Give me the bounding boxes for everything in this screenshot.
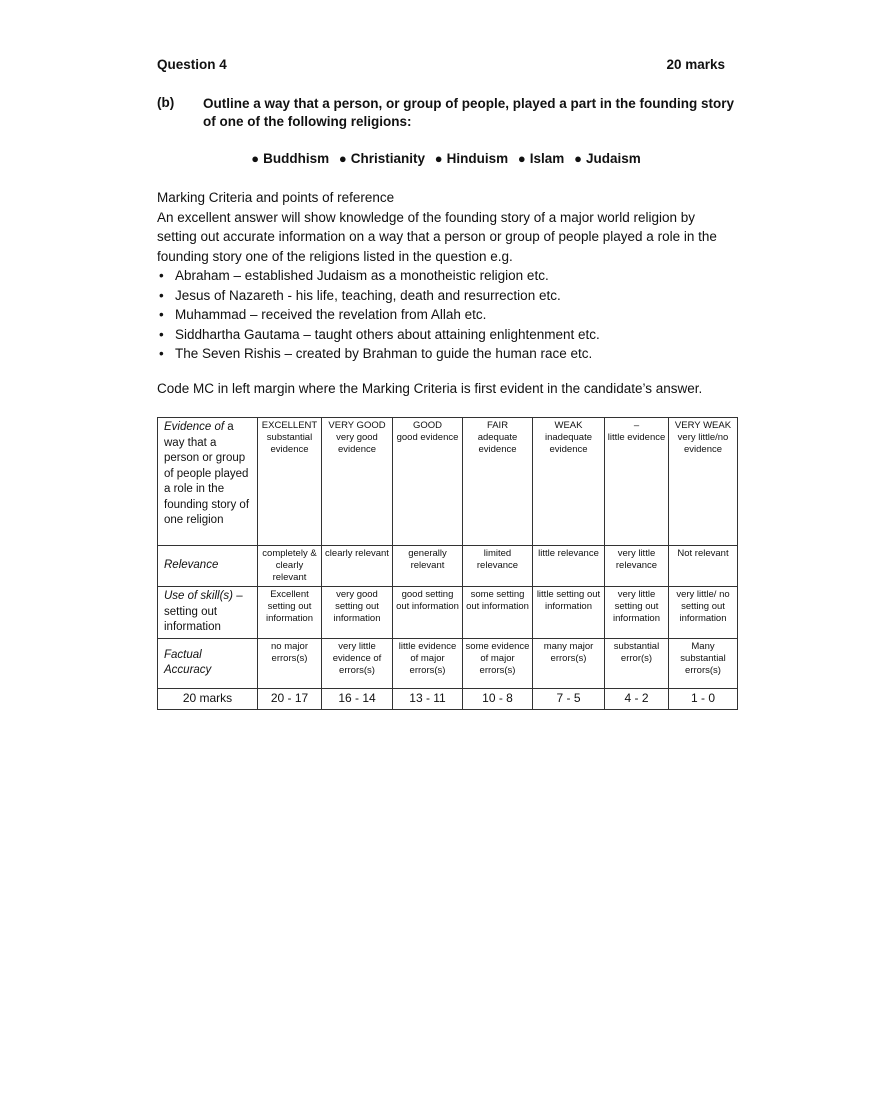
table-cell: very good setting out information	[322, 587, 393, 639]
row-header-marks: 20 marks	[158, 688, 258, 709]
row-header-skill: Use of skill(s) – setting out information	[158, 587, 258, 639]
marking-criteria	[157, 188, 737, 364]
mark-range: 1 - 0	[669, 688, 738, 709]
table-cell: many major errors(s)	[533, 638, 605, 688]
mark-range: 7 - 5	[533, 688, 605, 709]
marking-intro: An excellent answer will show knowledge of the founding story of a major world religion by setting out accurate information on a way that a person or group of people played a role in the founding story one of the religions listed in the question e.g.	[157, 209, 717, 264]
example-item: • The Seven Rishis – created by Brahman to guide the human race etc.	[157, 344, 737, 364]
table-cell: WEAK inadequate evidence	[533, 418, 605, 546]
table-row-skill	[158, 587, 738, 639]
example-item: • Jesus of Nazareth - his life, teaching, death and resurrection etc.	[157, 286, 737, 306]
bullet-icon: ●	[517, 151, 526, 166]
question-marks: 20 marks	[666, 57, 725, 72]
table-cell: VERY GOOD very good evidence	[322, 418, 393, 546]
bullet-icon: ●	[251, 151, 260, 166]
table-cell: very little relevance	[605, 546, 669, 587]
table-cell: GOOD good evidence	[393, 418, 463, 546]
mark-range: 4 - 2	[605, 688, 669, 709]
row-header-evidence: Evidence of a way that a person or group of people played a role in the founding story of one religion	[158, 418, 258, 546]
table-cell: clearly relevant	[322, 546, 393, 587]
example-item: • Abraham – established Judaism as a monotheistic religion etc.	[157, 266, 737, 286]
mark-range: 20 - 17	[258, 688, 322, 709]
question-prompt: Outline a way that a person, or group of people, played a part in the founding story of one of the following religions:	[203, 96, 735, 129]
table-row-accuracy	[158, 638, 738, 688]
bullet-icon: ●	[434, 151, 443, 166]
table-cell: no major errors(s)	[258, 638, 322, 688]
mark-range: 16 - 14	[322, 688, 393, 709]
religion-item: ● Buddhism	[251, 151, 330, 166]
bullet-icon: ●	[338, 151, 347, 166]
example-item: • Muhammad – received the revelation from Allah etc.	[157, 305, 737, 325]
table-row-relevance	[158, 546, 738, 587]
row-header-accuracy: Factual Accuracy	[158, 638, 258, 688]
bullet-icon: ●	[574, 151, 582, 166]
marking-heading: Marking Criteria and points of reference	[157, 190, 395, 205]
table-cell: little setting out information	[533, 587, 605, 639]
table-cell: substantial error(s)	[605, 638, 669, 688]
table-cell: – little evidence	[605, 418, 669, 546]
table-cell: very little setting out information	[605, 587, 669, 639]
table-row-marks	[158, 688, 738, 709]
table-row-evidence	[158, 418, 738, 546]
table-cell: VERY WEAK very little/no evidence	[669, 418, 738, 546]
table-cell: some evidence of major errors(s)	[463, 638, 533, 688]
religion-item: ● Hinduism	[434, 151, 509, 166]
example-list	[157, 266, 737, 364]
religion-list	[0, 151, 892, 166]
marking-table	[157, 417, 738, 710]
mark-range: 10 - 8	[463, 688, 533, 709]
table-cell: good setting out information	[393, 587, 463, 639]
mark-range: 13 - 11	[393, 688, 463, 709]
table-cell: very little evidence of errors(s)	[322, 638, 393, 688]
question-number: Question 4	[157, 57, 227, 72]
code-note: Code MC in left margin where the Marking Criteria is first evident in the candidate’s answer.	[157, 381, 703, 396]
religion-item: ● Islam	[517, 151, 565, 166]
table-cell: EXCELLENT substantial evidence	[258, 418, 322, 546]
table-cell: Many substantial errors(s)	[669, 638, 738, 688]
table-cell: limited relevance	[463, 546, 533, 587]
table-cell: little relevance	[533, 546, 605, 587]
table-cell: Excellent setting out information	[258, 587, 322, 639]
religion-item: ● Judaism	[574, 151, 641, 166]
row-header-relevance: Relevance	[158, 546, 258, 587]
part-label: (b)	[157, 95, 175, 110]
example-item: • Siddhartha Gautama – taught others about attaining enlightenment etc.	[157, 325, 737, 345]
table-cell: generally relevant	[393, 546, 463, 587]
table-cell: FAIR adequate evidence	[463, 418, 533, 546]
table-cell: some setting out information	[463, 587, 533, 639]
religion-item: ● Christianity	[338, 151, 426, 166]
table-cell: completely & clearly relevant	[258, 546, 322, 587]
table-cell: Not relevant	[669, 546, 738, 587]
table-cell: little evidence of major errors(s)	[393, 638, 463, 688]
table-cell: very little/ no setting out information	[669, 587, 738, 639]
